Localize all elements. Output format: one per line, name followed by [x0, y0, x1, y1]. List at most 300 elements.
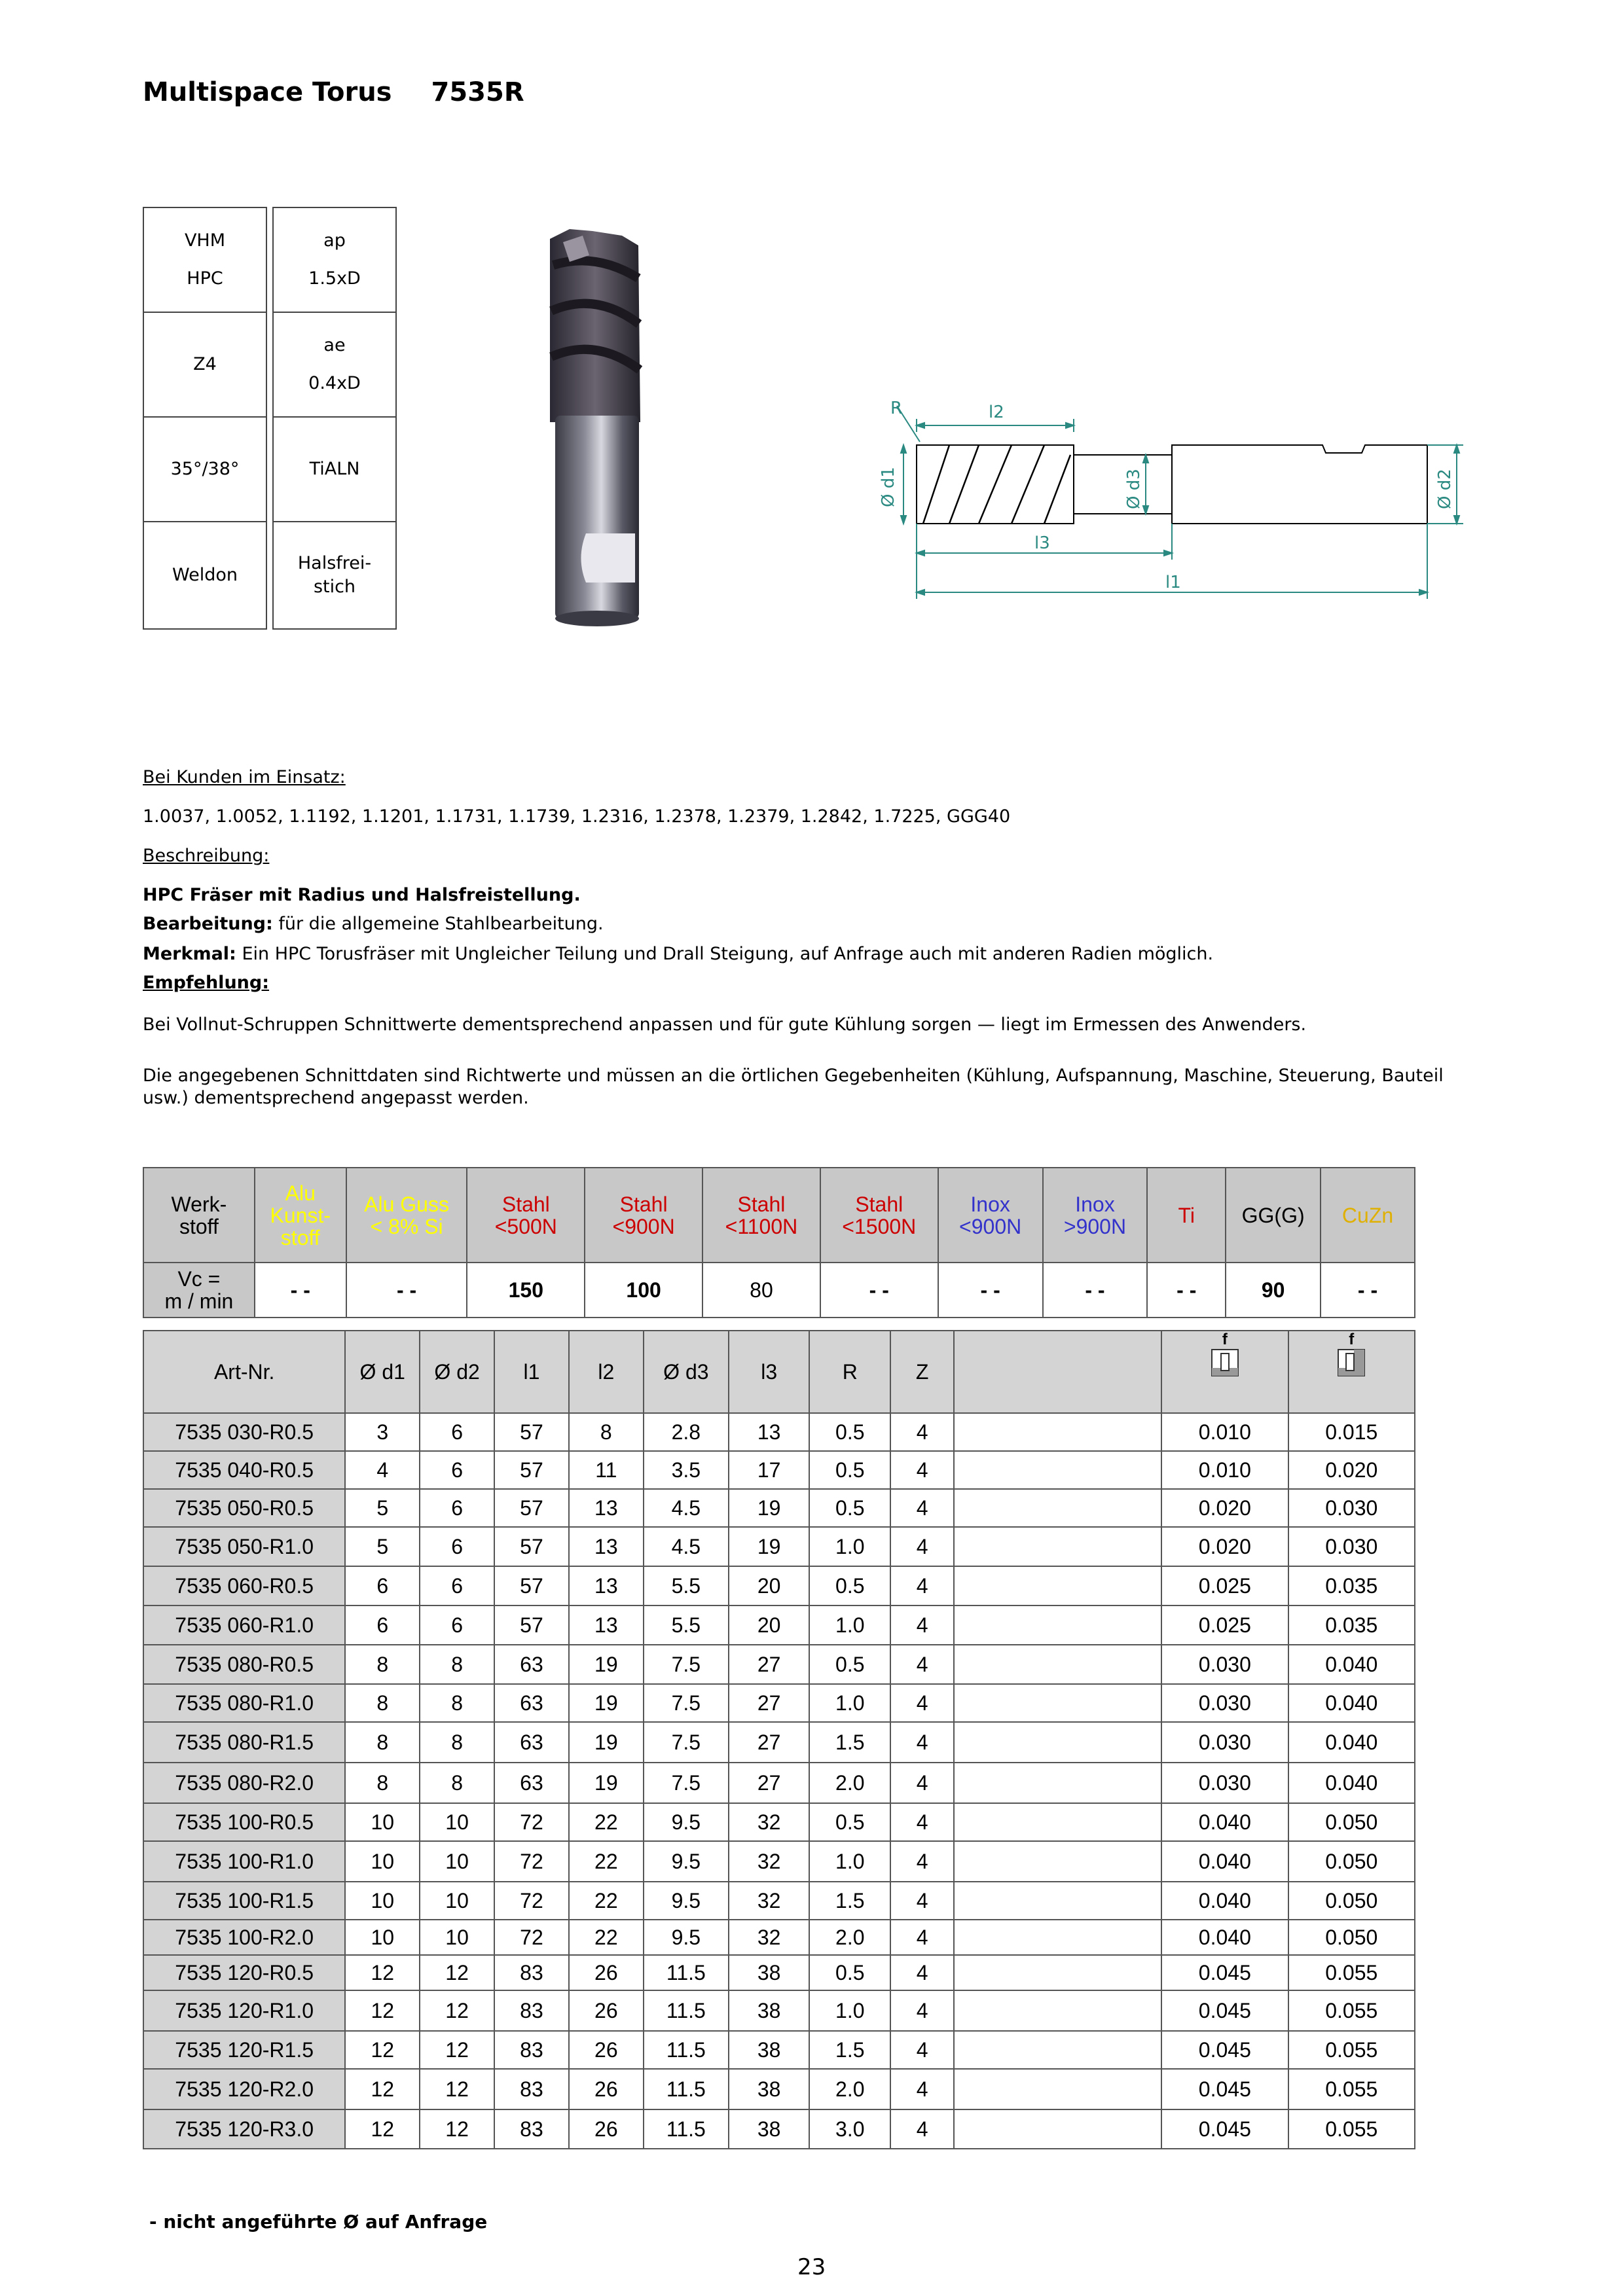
table-cell: 0.050 — [1288, 1882, 1415, 1920]
table-cell: 9.5 — [644, 1882, 729, 1920]
table-cell: 6 — [420, 1566, 494, 1605]
table-cell: 38 — [729, 1955, 809, 1990]
merkmal-label: Merkmal: — [143, 944, 236, 964]
spec-box — [272, 312, 397, 418]
drawing-label-l3: l3 — [1034, 533, 1050, 553]
table-row — [143, 1841, 1415, 1882]
table-cell: 13 — [569, 1605, 644, 1645]
table-cell: 26 — [569, 1990, 644, 2031]
material-header-line: <500N — [494, 1214, 557, 1238]
table-cell: 4 — [890, 1722, 954, 1763]
table-cell: 6 — [420, 1451, 494, 1489]
table-cell: 10 — [420, 1803, 494, 1841]
table-cell: 8 — [345, 1684, 420, 1722]
material-header-cell — [255, 1168, 346, 1263]
table-cell: 1.0 — [809, 1990, 890, 2031]
table-row — [143, 1527, 1415, 1566]
spec-box — [143, 207, 267, 313]
table-cell — [954, 1684, 1161, 1722]
article-number-cell: 7535 120-R1.5 — [143, 2031, 345, 2069]
article-number-cell: 7535 100-R2.0 — [143, 1920, 345, 1955]
table-cell: 1.5 — [809, 1882, 890, 1920]
material-header-line: <900N — [612, 1214, 675, 1238]
description-line: HPC Fräser mit Radius und Halsfreistellung. — [143, 885, 581, 905]
table-cell: 0.5 — [809, 1955, 890, 1990]
table-cell: 26 — [569, 2109, 644, 2149]
table-cell: 0.055 — [1288, 2069, 1415, 2109]
spec-box-line: 0.4xD — [308, 373, 361, 393]
table-cell: 32 — [729, 1882, 809, 1920]
article-header-cell: Art-Nr. — [143, 1331, 345, 1413]
article-header-cell: Z — [890, 1331, 954, 1413]
table-cell: 72 — [494, 1882, 569, 1920]
table-cell: 11.5 — [644, 1955, 729, 1990]
table-row — [143, 1763, 1415, 1803]
table-cell: 57 — [494, 1566, 569, 1605]
table-cell: 2.0 — [809, 2069, 890, 2109]
table-cell — [954, 1645, 1161, 1684]
drawing-label-l2: l2 — [989, 403, 1004, 422]
table-cell: 32 — [729, 1803, 809, 1841]
table-cell: 8 — [345, 1763, 420, 1803]
merkmal-text: Ein HPC Torusfräser mit Ungleicher Teilung und Drall Steigung, auf Anfrage auch mit anderen Radien möglich. — [236, 944, 1214, 964]
table-cell: 6 — [420, 1527, 494, 1566]
page-title — [143, 77, 524, 107]
bearbeitung-label: Bearbeitung: — [143, 914, 273, 934]
table-cell: 19 — [569, 1645, 644, 1684]
table-cell: 38 — [729, 2031, 809, 2069]
table-cell: 7.5 — [644, 1763, 729, 1803]
table-cell: 27 — [729, 1763, 809, 1803]
table-cell: 0.040 — [1161, 1882, 1288, 1920]
table-cell: 1.5 — [809, 1722, 890, 1763]
table-cell: 22 — [569, 1803, 644, 1841]
material-header-line: stoff — [280, 1225, 320, 1249]
table-cell: 9.5 — [644, 1920, 729, 1955]
table-cell: 0.055 — [1288, 2031, 1415, 2069]
table-row — [143, 2031, 1415, 2069]
material-header-line: Inox — [970, 1192, 1010, 1216]
table-cell: 10 — [345, 1803, 420, 1841]
article-header-cell — [1161, 1331, 1288, 1413]
article-number-cell: 7535 100-R1.0 — [143, 1841, 345, 1882]
material-header-line: Kunst- — [270, 1203, 331, 1227]
table-cell: 9.5 — [644, 1841, 729, 1882]
table-cell — [954, 1451, 1161, 1489]
table-row — [143, 1451, 1415, 1489]
table-cell: 19 — [569, 1684, 644, 1722]
table-cell: 20 — [729, 1566, 809, 1605]
table-cell: 1.0 — [809, 1841, 890, 1882]
table-cell — [954, 1882, 1161, 1920]
material-header-line: >900N — [1063, 1214, 1127, 1238]
table-cell: 63 — [494, 1763, 569, 1803]
article-header-cell: l1 — [494, 1331, 569, 1413]
table-cell: 17 — [729, 1451, 809, 1489]
table-cell: 0.040 — [1161, 1803, 1288, 1841]
bearbeitung-text: für die allgemeine Stahlbearbeitung. — [272, 914, 604, 934]
footnote: - nicht angeführte Ø auf Anfrage — [149, 2211, 488, 2233]
table-cell: 12 — [345, 1955, 420, 1990]
table-cell: 0.055 — [1288, 1955, 1415, 1990]
material-header-line: <1100N — [725, 1214, 798, 1238]
table-cell: 38 — [729, 1990, 809, 2031]
table-cell: 4.5 — [644, 1489, 729, 1527]
material-header-cell — [467, 1168, 585, 1263]
drawing-label-d2: Ø d2 — [1435, 469, 1455, 509]
table-cell: 0.015 — [1288, 1413, 1415, 1451]
table-cell: 27 — [729, 1684, 809, 1722]
table-row — [143, 1566, 1415, 1605]
vc-value-cell: 90 — [1226, 1263, 1321, 1318]
table-cell: 0.045 — [1161, 2069, 1288, 2109]
table-row — [143, 1882, 1415, 1920]
table-cell: 19 — [729, 1489, 809, 1527]
vc-value-cell: - - — [1147, 1263, 1226, 1318]
vc-value-cell: - - — [1043, 1263, 1148, 1318]
table-cell: 4 — [890, 1803, 954, 1841]
table-cell: 10 — [420, 1882, 494, 1920]
technical-drawing — [864, 393, 1480, 615]
table-cell: 83 — [494, 1955, 569, 1990]
table-cell: 26 — [569, 2031, 644, 2069]
table-cell — [954, 1722, 1161, 1763]
table-cell: 13 — [729, 1413, 809, 1451]
table-cell: 0.055 — [1288, 2109, 1415, 2149]
table-cell: 4 — [890, 1566, 954, 1605]
table-cell: 13 — [569, 1566, 644, 1605]
material-header-cell — [702, 1168, 820, 1263]
drawing-label-l1: l1 — [1165, 573, 1181, 592]
table-cell: 2.8 — [644, 1413, 729, 1451]
table-cell: 6 — [420, 1413, 494, 1451]
vc-value-cell: 100 — [585, 1263, 702, 1318]
article-number-cell: 7535 060-R1.0 — [143, 1605, 345, 1645]
table-cell: 57 — [494, 1527, 569, 1566]
article-number-cell: 7535 120-R0.5 — [143, 1955, 345, 1990]
article-header-cell: l2 — [569, 1331, 644, 1413]
spec-box-line: 1.5xD — [308, 268, 361, 289]
table-cell: 32 — [729, 1920, 809, 1955]
table-cell: 12 — [420, 1955, 494, 1990]
material-label-cell: Werk- stoff — [143, 1168, 255, 1263]
spec-box — [272, 521, 397, 630]
bearbeitung-line — [143, 914, 604, 934]
table-cell — [954, 1489, 1161, 1527]
table-cell: 4 — [890, 2109, 954, 2149]
table-cell: 0.045 — [1161, 2109, 1288, 2149]
table-cell: 0.050 — [1288, 1841, 1415, 1882]
table-cell: 5.5 — [644, 1605, 729, 1645]
table-cell — [954, 2069, 1161, 2109]
table-cell: 0.040 — [1288, 1645, 1415, 1684]
table-cell: 5.5 — [644, 1566, 729, 1605]
drawing-label-r: R — [890, 399, 903, 418]
table-row — [143, 1489, 1415, 1527]
material-header-cell — [1147, 1168, 1226, 1263]
table-row — [143, 1684, 1415, 1722]
product-name: Multispace Torus — [143, 77, 392, 107]
table-cell: 19 — [569, 1722, 644, 1763]
merkmal-line — [143, 944, 1213, 964]
table-cell: 6 — [345, 1605, 420, 1645]
spec-box-line: Halsfrei- — [297, 553, 372, 573]
hinweis-line-2: usw.) dementsprechend angepasst werden. — [143, 1088, 529, 1108]
material-header-line: Stahl — [501, 1192, 550, 1216]
table-cell: 0.050 — [1288, 1920, 1415, 1955]
material-header-cell — [346, 1168, 467, 1263]
table-cell: 57 — [494, 1413, 569, 1451]
table-cell: 0.5 — [809, 1413, 890, 1451]
material-header-line: Ti — [1178, 1203, 1195, 1227]
vc-value-cell: - - — [346, 1263, 467, 1318]
material-header-line: < 8% Si — [370, 1214, 443, 1238]
spec-box-line: 35°/38° — [170, 459, 240, 479]
spec-box — [272, 416, 397, 522]
table-cell: 10 — [345, 1920, 420, 1955]
table-cell: 0.035 — [1288, 1566, 1415, 1605]
material-header-cell — [820, 1168, 938, 1263]
article-header-cell: l3 — [729, 1331, 809, 1413]
article-number-cell: 7535 120-R2.0 — [143, 2069, 345, 2109]
vc-value-cell: - - — [820, 1263, 938, 1318]
material-table — [143, 1167, 1415, 1318]
table-cell: 4 — [890, 2069, 954, 2109]
table-cell: 8 — [420, 1722, 494, 1763]
article-number-cell: 7535 050-R0.5 — [143, 1489, 345, 1527]
article-table — [143, 1330, 1415, 2149]
article-number-cell: 7535 030-R0.5 — [143, 1413, 345, 1451]
table-cell: 9.5 — [644, 1803, 729, 1841]
table-cell: 83 — [494, 2069, 569, 2109]
material-header-cell — [1226, 1168, 1321, 1263]
table-cell: 27 — [729, 1722, 809, 1763]
feed-slot-icon — [1162, 1348, 1287, 1382]
table-cell: 7.5 — [644, 1722, 729, 1763]
table-cell: 6 — [420, 1605, 494, 1645]
table-cell: 0.040 — [1288, 1722, 1415, 1763]
table-cell: 26 — [569, 1955, 644, 1990]
table-cell: 4 — [890, 1763, 954, 1803]
table-cell: 12 — [420, 2031, 494, 2069]
table-cell: 4 — [890, 1920, 954, 1955]
table-cell: 19 — [729, 1527, 809, 1566]
table-cell: 4 — [890, 1990, 954, 2031]
feed-label: f — [1349, 1331, 1355, 1348]
material-header-line: Alu Guss — [364, 1192, 449, 1216]
vc-value-cell: 150 — [467, 1263, 585, 1318]
table-cell: 1.0 — [809, 1605, 890, 1645]
table-cell: 0.040 — [1161, 1920, 1288, 1955]
material-header-line: <900N — [959, 1214, 1022, 1238]
feed-shoulder-icon — [1289, 1348, 1414, 1382]
spec-box-line: stich — [313, 577, 356, 597]
table-cell: 3.0 — [809, 2109, 890, 2149]
table-row — [143, 1920, 1415, 1955]
spec-box-line: ap — [323, 230, 346, 251]
table-cell: 0.020 — [1288, 1451, 1415, 1489]
vc-value-cell: - - — [1321, 1263, 1415, 1318]
beschreibung-heading: Beschreibung: — [143, 846, 270, 866]
table-cell: 38 — [729, 2109, 809, 2149]
table-cell: 72 — [494, 1841, 569, 1882]
table-cell: 0.010 — [1161, 1413, 1288, 1451]
table-cell: 0.045 — [1161, 2031, 1288, 2069]
table-cell: 1.0 — [809, 1684, 890, 1722]
table-cell: 0.030 — [1161, 1722, 1288, 1763]
product-code: 7535R — [431, 77, 524, 107]
page-number: 23 — [797, 2254, 826, 2280]
spec-box — [143, 521, 267, 630]
empfehlung-heading: Empfehlung: — [143, 973, 270, 993]
table-cell: 12 — [420, 2109, 494, 2149]
table-cell — [954, 1841, 1161, 1882]
material-header-line: GG(G) — [1241, 1203, 1305, 1227]
article-number-cell: 7535 100-R1.5 — [143, 1882, 345, 1920]
tool-photo — [524, 226, 655, 632]
table-row — [143, 1413, 1415, 1451]
table-cell — [954, 1955, 1161, 1990]
table-cell: 0.030 — [1161, 1763, 1288, 1803]
table-cell: 0.5 — [809, 1803, 890, 1841]
material-header-line: CuZn — [1341, 1203, 1394, 1227]
spec-box-line: TiALN — [309, 459, 360, 479]
table-cell: 4 — [345, 1451, 420, 1489]
material-header-line: <1500N — [842, 1214, 917, 1238]
table-row — [143, 2069, 1415, 2109]
table-cell: 7.5 — [644, 1684, 729, 1722]
article-header-cell: R — [809, 1331, 890, 1413]
article-header-cell — [1288, 1331, 1415, 1413]
kunden-list: 1.0037, 1.0052, 1.1192, 1.1201, 1.1731, 1.1739, 1.2316, 1.2378, 1.2379, 1.2842, 1.7225, GGG40 — [143, 806, 1011, 827]
table-cell: 12 — [420, 1990, 494, 2031]
table-cell: 4 — [890, 1955, 954, 1990]
table-cell: 4 — [890, 1841, 954, 1882]
table-cell: 0.030 — [1161, 1645, 1288, 1684]
material-header-line: Stahl — [619, 1192, 668, 1216]
table-cell: 4 — [890, 2031, 954, 2069]
article-header-cell: Ø d1 — [345, 1331, 420, 1413]
table-cell — [954, 1605, 1161, 1645]
article-number-cell: 7535 100-R0.5 — [143, 1803, 345, 1841]
table-cell: 4 — [890, 1882, 954, 1920]
table-cell: 0.030 — [1288, 1489, 1415, 1527]
table-cell: 5 — [345, 1489, 420, 1527]
table-cell: 1.5 — [809, 2031, 890, 2069]
article-header-cell: Ø d3 — [644, 1331, 729, 1413]
article-header-cell: Ø d2 — [420, 1331, 494, 1413]
table-cell: 4 — [890, 1645, 954, 1684]
table-cell: 1.0 — [809, 1527, 890, 1566]
material-header-line: Inox — [1075, 1192, 1115, 1216]
spec-box-line: Z4 — [193, 354, 217, 374]
table-cell: 12 — [345, 2109, 420, 2149]
table-row — [143, 2109, 1415, 2149]
table-cell: 20 — [729, 1605, 809, 1645]
drawing-label-d3: Ø d3 — [1124, 469, 1144, 509]
table-cell: 0.025 — [1161, 1605, 1288, 1645]
table-cell: 12 — [345, 2069, 420, 2109]
table-cell: 22 — [569, 1882, 644, 1920]
table-cell: 0.5 — [809, 1451, 890, 1489]
table-cell: 4 — [890, 1684, 954, 1722]
table-cell: 11 — [569, 1451, 644, 1489]
table-cell: 12 — [420, 2069, 494, 2109]
table-cell: 0.055 — [1288, 1990, 1415, 2031]
table-row — [143, 1605, 1415, 1645]
table-cell: 13 — [569, 1489, 644, 1527]
table-cell: 12 — [345, 1990, 420, 2031]
empfehlung-text: Bei Vollnut-Schruppen Schnittwerte dementsprechend anpassen und für gute Kühlung sorgen — liegt im Ermessen des Anwenders. — [143, 1014, 1307, 1035]
material-header-cell — [1043, 1168, 1148, 1263]
table-cell: 19 — [569, 1763, 644, 1803]
vc-value-cell: - - — [255, 1263, 346, 1318]
table-row — [143, 1803, 1415, 1841]
vc-value-cell: - - — [938, 1263, 1043, 1318]
table-cell: 10 — [345, 1841, 420, 1882]
spec-box-line: HPC — [187, 268, 223, 289]
table-cell: 57 — [494, 1451, 569, 1489]
material-header-line: Alu — [285, 1181, 316, 1205]
table-cell: 83 — [494, 2031, 569, 2069]
table-cell: 11.5 — [644, 1990, 729, 2031]
table-cell: 0.025 — [1161, 1566, 1288, 1605]
table-cell: 7.5 — [644, 1645, 729, 1684]
article-number-cell: 7535 120-R1.0 — [143, 1990, 345, 2031]
table-cell: 83 — [494, 1990, 569, 2031]
table-cell: 0.020 — [1161, 1489, 1288, 1527]
drawing-label-d1: Ø d1 — [879, 467, 898, 507]
table-cell: 38 — [729, 2069, 809, 2109]
table-cell: 0.030 — [1288, 1527, 1415, 1566]
table-cell: 0.5 — [809, 1566, 890, 1605]
spec-box-line: ae — [323, 335, 346, 355]
table-cell: 2.0 — [809, 1763, 890, 1803]
article-number-cell: 7535 080-R0.5 — [143, 1645, 345, 1684]
table-cell: 0.010 — [1161, 1451, 1288, 1489]
table-cell: 0.050 — [1288, 1803, 1415, 1841]
table-cell: 10 — [420, 1920, 494, 1955]
table-cell: 27 — [729, 1645, 809, 1684]
article-number-cell: 7535 080-R1.5 — [143, 1722, 345, 1763]
table-cell: 72 — [494, 1803, 569, 1841]
vc-label-cell: Vc = m / min — [143, 1263, 255, 1318]
kunden-heading: Bei Kunden im Einsatz: — [143, 767, 346, 787]
table-cell: 72 — [494, 1920, 569, 1955]
table-cell: 4 — [890, 1489, 954, 1527]
table-cell — [954, 1990, 1161, 2031]
table-cell: 13 — [569, 1527, 644, 1566]
table-cell — [954, 1763, 1161, 1803]
material-header-line: Stahl — [855, 1192, 903, 1216]
spec-box-line: VHM — [184, 230, 226, 251]
table-row — [143, 1990, 1415, 2031]
table-cell — [954, 1920, 1161, 1955]
table-cell — [954, 2031, 1161, 2069]
table-cell: 4 — [890, 1413, 954, 1451]
spec-box — [143, 312, 267, 418]
article-number-cell: 7535 040-R0.5 — [143, 1451, 345, 1489]
table-cell: 4.5 — [644, 1527, 729, 1566]
table-cell: 10 — [420, 1841, 494, 1882]
table-row — [143, 1722, 1415, 1763]
article-number-cell: 7535 060-R0.5 — [143, 1566, 345, 1605]
table-cell — [954, 1803, 1161, 1841]
table-cell: 11.5 — [644, 2109, 729, 2149]
article-number-cell: 7535 080-R2.0 — [143, 1763, 345, 1803]
table-cell: 0.040 — [1161, 1841, 1288, 1882]
table-cell: 4 — [890, 1527, 954, 1566]
